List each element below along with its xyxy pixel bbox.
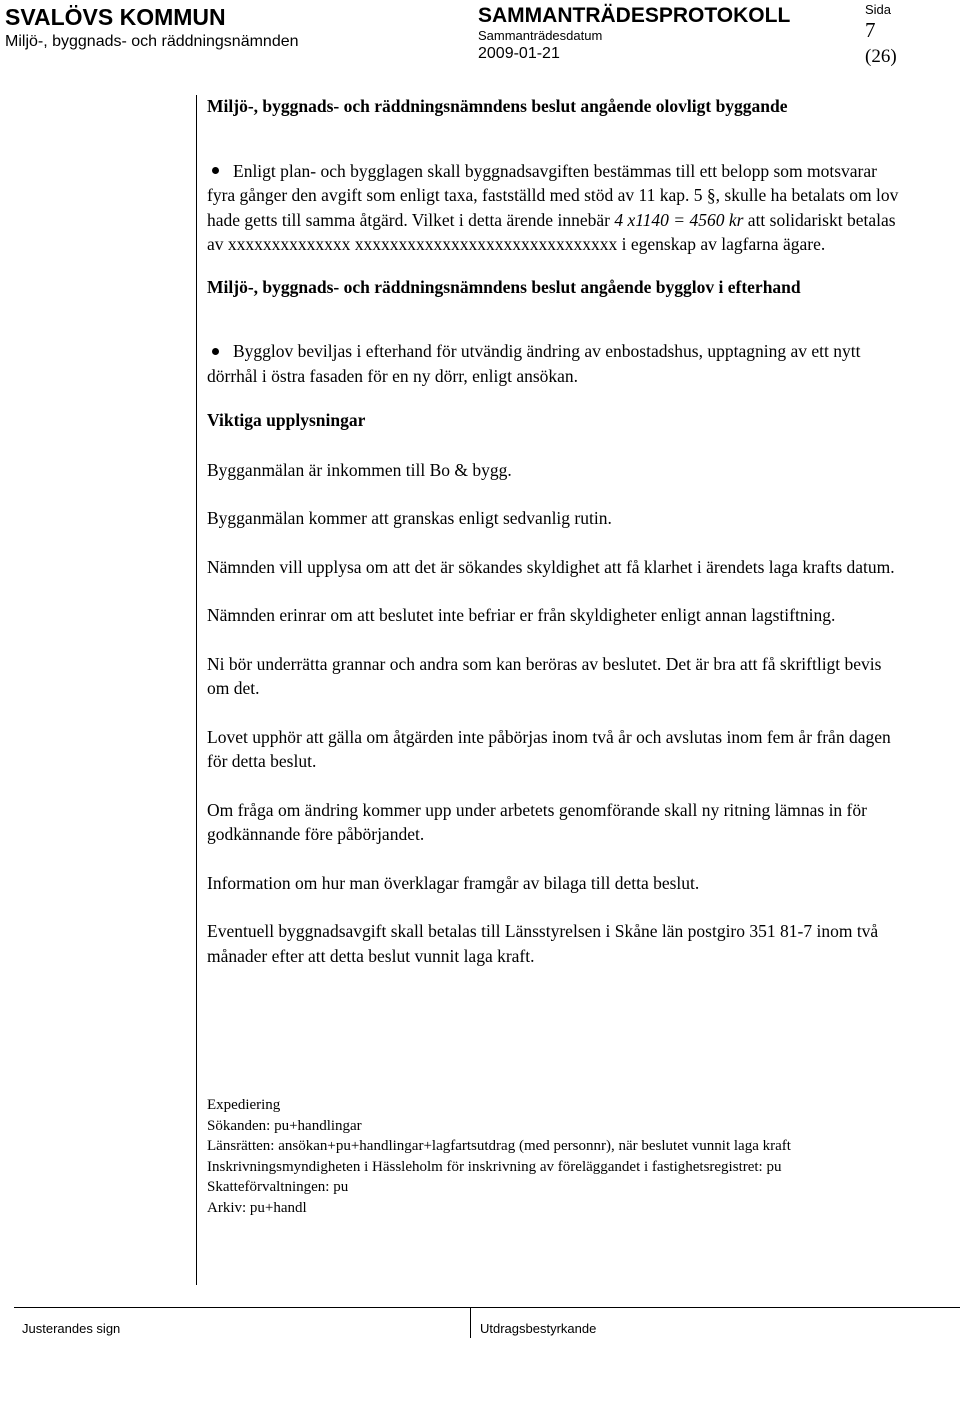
info-paragraph: Eventuell byggnadsavgift skall betalas till Länsstyrelsen i Skåne län postgiro 351 81-7 inom två månader efter att detta beslut vunnit laga kraft. <box>207 921 879 966</box>
section-heading-olovligt: Miljö-, byggnads- och räddningsnämndens beslut angående olovligt byggande <box>207 96 788 116</box>
organization-name: SVALÖVS KOMMUN <box>5 4 226 30</box>
page-label: Sida <box>865 2 892 17</box>
info-paragraph: Lovet upphör att gälla om åtgärden inte påbörjas inom två år och avslutas inom fem år från dagen för detta beslut. <box>207 726 891 771</box>
info-paragraph: Bygganmälan kommer att granskas enligt sedvanlig rutin. <box>207 508 612 528</box>
info-paragraph: Nämnden erinrar om att beslutet inte befriar er från skyldigheter enligt annan lagstiftning. <box>207 605 836 625</box>
info-paragraph: Om fråga om ändring kommer upp under arbetets genomförande skall ny ritning lämnas in för godkännande före påbörjandet. <box>207 799 867 844</box>
certification-field-label: Utdragsbestyrkande <box>480 1321 597 1336</box>
signature-field-label: Justerandes sign <box>22 1321 121 1336</box>
page-number: 7 <box>865 18 876 42</box>
page-total: (26) <box>865 46 897 67</box>
distribution-line: Länsrätten: ansökan+pu+handlingar+lagfartsutdrag (med personnr), när beslutet vunnit laga kraft <box>207 1138 791 1154</box>
fee-calculation: 4 x1140 = 4560 kr <box>614 209 744 230</box>
margin-rule <box>196 95 197 1285</box>
info-paragraph: Ni bör underrätta grannar och andra som kan beröras av beslutet. Det är bra att få skriftligt bevis om det. <box>207 653 882 698</box>
distribution-line: Sökanden: pu+handlingar <box>207 1117 362 1134</box>
distribution-list <box>207 1095 907 1218</box>
info-paragraph: Nämnden vill upplysa om att det är sökandes skyldighet att få klarhet i ärendets laga krafts datum. <box>207 556 895 577</box>
bullet-icon <box>212 167 219 174</box>
distribution-title: Expediering <box>207 1097 281 1113</box>
distribution-line: Skatteförvaltningen: pu <box>207 1179 349 1195</box>
department-name: Miljö-, byggnads- och räddningsnämnden <box>5 33 299 50</box>
bullet-text: Bygglov beviljas i efterhand för utvändig ändring av enbostadshus, upptagning av ett nytt dörrhål i östra fasaden för en ny dörr, enligt ansökan. <box>207 341 861 386</box>
document-body <box>207 91 907 968</box>
meeting-date-label: Sammanträdesdatum <box>478 28 603 43</box>
bullet-item-byggnadsavgift <box>207 159 907 257</box>
distribution-line: Arkiv: pu+handl <box>207 1199 307 1216</box>
section-heading-upplysningar: Viktiga upplysningar <box>207 410 366 430</box>
section-heading-bygglov: Miljö-, byggnads- och räddningsnämndens beslut angående bygglov i efterhand <box>207 276 801 297</box>
distribution-line: Inskrivningsmyndigheten i Hässleholm för inskrivning av föreläggandet i fastighetsregistret: pu <box>207 1158 782 1175</box>
info-paragraph: Information om hur man överklagar framgår av bilaga till detta beslut. <box>207 872 700 893</box>
footer-divider <box>470 1308 471 1338</box>
meeting-date: 2009-01-21 <box>478 45 560 62</box>
bullet-icon <box>212 348 219 355</box>
bullet-item-bygglov <box>207 339 907 388</box>
footer-rule <box>14 1307 960 1308</box>
bullet-text-b: att solidariskt betalas av xxxxxxxxxxxxxx xxxxxxxxxxxxxxxxxxxxxxxxxxxxxx i egenskap av lagfarna ägare. <box>207 209 896 254</box>
protocol-title: SAMMANTRÄDESPROTOKOLL <box>478 4 791 27</box>
bullet-text-a: Enligt plan- och bygglagen skall byggnadsavgiften bestämmas till ett belopp som motsvarar fyra gånger den avgift som enligt taxa, fastställd med stöd av 11 kap. 5 §, skulle ha betalats om lov hade getts till samma åtgärd. Vilket i detta ärende innebär <box>207 160 899 230</box>
info-paragraph: Bygganmälan är inkommen till Bo & bygg. <box>207 459 512 480</box>
